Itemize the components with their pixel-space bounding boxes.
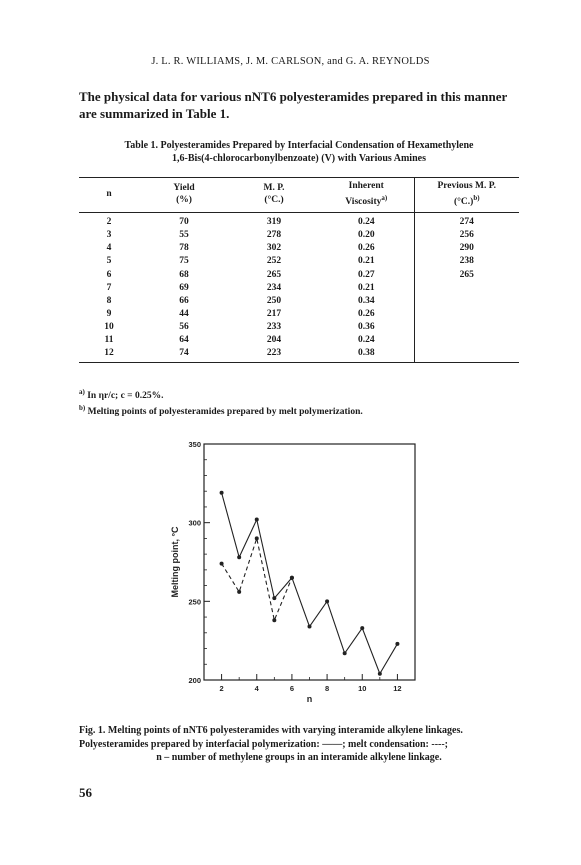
header-mp-line1: M. P. [263,183,285,194]
header-prev-line2 [415,192,520,208]
data-point [378,672,382,676]
table-row [79,269,519,282]
data-point [272,618,276,622]
cell-yield: 66 [179,295,189,306]
cell-n: 9 [106,308,112,319]
data-point [308,625,312,629]
cell-visc: 0.38 [319,347,414,363]
table-row [79,321,519,334]
running-head: J. L. R. WILLIAMS, J. M. CARLSON, and G. A. REYNOLDS [151,56,430,67]
footnote-a [79,386,519,402]
figure-caption-line2: Polyesteramides prepared by interfacial polymerization: ——; melt condensation: ----; [79,738,449,750]
table-row [79,334,519,347]
cell-mp: 204 [266,335,282,345]
cell-prev: 290 [414,242,519,255]
cell-yield: 64 [179,335,189,345]
header-prev-text: (°C.) [453,197,474,208]
cell-visc: 0.21 [357,256,375,267]
data-point [395,642,399,646]
cell-prev [414,295,519,308]
table-row [79,282,519,295]
table-caption-line1: Table 1. Polyesteramides Prepared by Interfacial Condensation of Hexamethylene [124,140,474,151]
cell-prev: 238 [414,255,519,268]
cell-yield: 55 [179,230,189,241]
footnote-a-text: In ηr/c; c = 0.25%. [87,391,164,402]
cell-n: 12 [79,347,139,363]
cell-n: 11 [104,335,114,345]
data-point [343,651,347,655]
header-mp-line2: (°C.) [264,195,284,206]
intro-paragraph: The physical data for various nNT6 polyesteramides prepared in this manner are summarized in Table 1. [79,89,508,121]
header-prev-line1: Previous M. P. [437,181,497,191]
header-yield-line1: Yield [173,183,195,194]
cell-prev: 256 [414,229,519,242]
cell-visc: 0.24 [357,217,375,228]
table-row [79,308,519,321]
data-table [79,177,519,363]
series-line-melt [222,538,292,620]
data-point [325,599,329,603]
table-row [79,347,519,363]
cell-yield: 69 [179,282,189,293]
y-tick-label: 200 [188,676,201,685]
cell-mp: 252 [266,256,282,267]
y-tick-label: 300 [188,518,201,528]
cell-prev: 274 [414,213,519,230]
table-row [79,255,519,268]
cell-yield: 74 [139,347,229,363]
cell-n: 5 [106,256,112,267]
table-header-row [79,178,519,213]
cell-visc: 0.24 [357,335,375,345]
header-visc-line2 [319,192,414,208]
header-visc-line1: Inherent [348,181,384,191]
cell-mp: 233 [266,321,282,332]
y-tick-label: 250 [188,597,201,607]
cell-yield: 44 [179,308,189,319]
cell-visc: 0.34 [357,295,375,306]
x-tick-label: 10 [358,684,367,693]
data-point [237,590,241,594]
header-yield-line2: (%) [176,195,192,206]
melting-point-chart [160,432,420,712]
table-row [79,213,519,230]
header-yield [139,178,229,213]
cell-yield: 70 [179,217,189,228]
figure-caption-line3: n – number of methylene groups in an interamide alkylene linkage. [156,752,442,763]
footnote-a-mark: a) [79,388,85,396]
table-body [79,213,519,363]
y-tick-label: 350 [188,440,201,449]
cell-visc: 0.26 [357,308,375,319]
cell-mp: 223 [229,347,319,363]
footnote-b [79,402,519,418]
x-tick-label: 12 [393,684,402,693]
data-point [255,518,259,522]
header-previous-mp [414,178,519,213]
table-row [79,242,519,255]
cell-visc: 0.21 [357,282,375,293]
cell-mp: 278 [266,230,282,241]
cell-n: 2 [106,217,112,228]
table-footnotes [79,386,519,418]
cell-mp: 217 [266,308,282,319]
cell-yield: 56 [179,321,189,332]
cell-prev [414,282,519,295]
figure-caption-line1: Fig. 1. Melting points of nNT6 polyesteramides with varying interamide alkylene linkages. [79,725,463,736]
x-axis-label: n [306,694,313,704]
table-row [79,229,519,242]
cell-prev: 265 [414,269,519,282]
cell-visc: 0.36 [357,321,375,332]
data-point [237,555,241,559]
cell-yield: 68 [179,269,189,280]
cell-prev [414,308,519,321]
table-caption [79,139,519,165]
cell-prev [414,347,519,363]
cell-n: 8 [106,295,112,306]
x-tick-label: 2 [219,684,224,693]
cell-n: 4 [106,243,112,254]
cell-mp: 234 [266,282,282,293]
cell-n: 6 [106,269,112,280]
cell-n: 7 [106,282,112,293]
data-point [272,596,276,600]
cell-yield: 75 [179,256,189,267]
y-axis-label: Melting point, °C [170,526,180,598]
cell-n: 10 [104,321,114,332]
data-point [290,576,294,580]
data-point [220,562,224,566]
header-prev-sup: b) [473,194,480,202]
header-viscosity [319,178,414,213]
cell-visc: 0.27 [357,269,375,280]
header-n: n [106,189,112,200]
cell-yield: 78 [179,243,189,254]
page-number: 56 [79,785,92,800]
x-tick-label: 4 [254,684,259,693]
cell-mp: 319 [266,217,282,228]
table-row [79,295,519,308]
table-caption-line2: 1,6-Bis(4-chlorocarbonylbenzoate) (V) with Various Amines [172,153,426,164]
footnote-b-mark: b) [79,404,86,413]
plot-frame [204,444,415,680]
cell-n: 3 [106,230,112,241]
data-point [255,536,259,540]
cell-mp: 302 [266,243,282,254]
cell-mp: 250 [266,295,282,306]
data-point [360,626,364,630]
cell-prev [414,321,519,334]
figure-caption [79,724,519,765]
series-line-interfacial [222,493,398,674]
data-point [220,491,224,495]
cell-visc: 0.20 [357,230,375,241]
x-tick-label: 6 [289,684,295,693]
x-tick-label: 8 [324,684,330,693]
footnote-b-text: Melting points of polyesteramides prepared by melt polymerization. [87,407,363,418]
header-mp [229,178,319,213]
cell-visc: 0.26 [357,243,375,254]
cell-prev [414,334,519,347]
cell-mp: 265 [266,269,282,280]
header-visc-text: Viscosity [345,197,382,208]
header-visc-sup: a) [381,194,388,202]
